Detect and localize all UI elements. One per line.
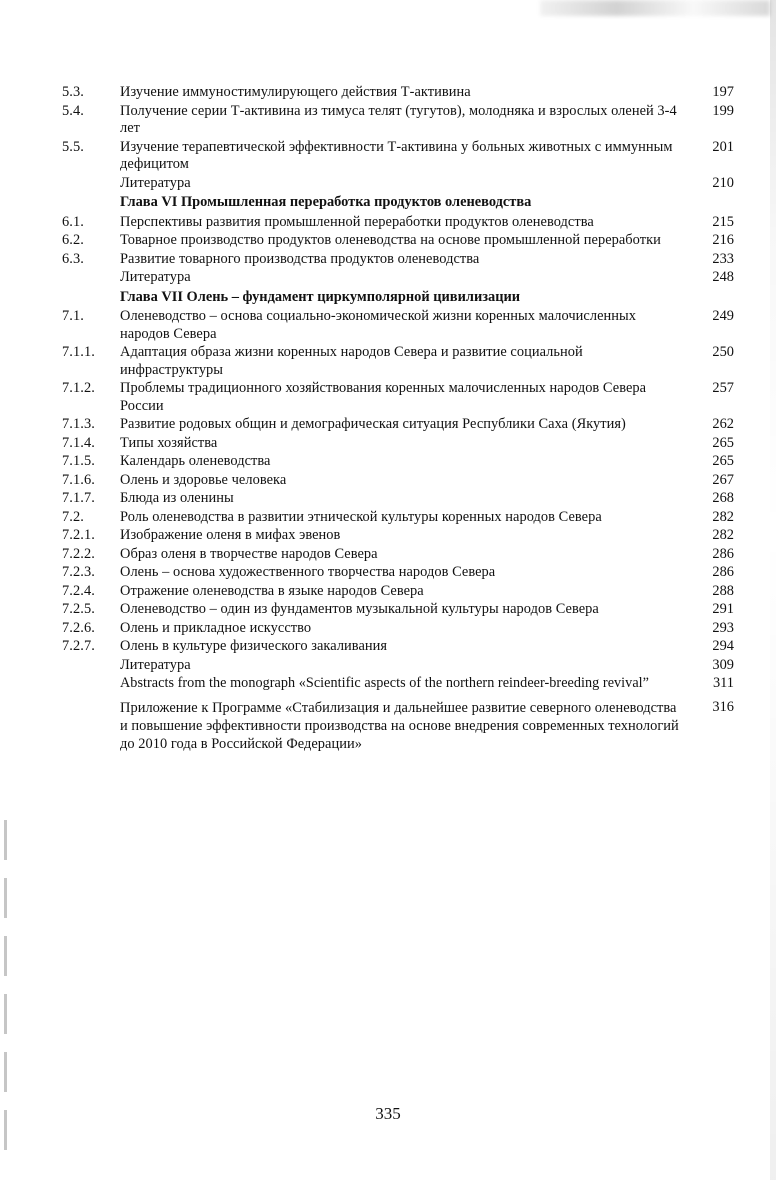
- toc-item-page: 248: [712, 269, 734, 285]
- toc-item-title[interactable]: Глава VI Промышленная переработка продуктов оленеводства: [120, 194, 532, 210]
- toc-item-page: 286: [712, 545, 734, 562]
- toc-row: [62, 175, 734, 193]
- toc-row: [62, 675, 734, 693]
- toc-item-title[interactable]: Приложение к Программе «Стабилизация и дальнейшее развитие северного оленеводства и повышение эффективности производства на основе внедрения современных технологий до 2010 года в Российской Федерации»: [120, 699, 679, 752]
- toc-item-page: 257: [712, 380, 734, 396]
- toc-item-page: 233: [712, 250, 734, 267]
- toc-row: [62, 344, 734, 379]
- toc-row: [62, 308, 734, 343]
- toc-item-page: 210: [712, 174, 734, 191]
- toc-item-title[interactable]: Олень и прикладное искусство: [120, 619, 312, 636]
- toc-item-title[interactable]: Литература: [120, 269, 191, 285]
- toc-item-page: 316: [712, 698, 734, 715]
- toc-item-title[interactable]: Оленеводство – основа социально-экономической жизни коренных малочисленных народов Севера: [120, 308, 636, 342]
- toc-item-number: 7.2.: [62, 508, 84, 525]
- toc-item-page: 309: [712, 656, 734, 673]
- toc-row: [62, 453, 734, 471]
- toc-item-title[interactable]: Олень и здоровье человека: [120, 471, 287, 488]
- toc-row: [62, 139, 734, 174]
- toc-item-title[interactable]: Образ оленя в творчестве народов Севера: [120, 545, 378, 562]
- toc-row: [62, 103, 734, 138]
- toc-row: [62, 232, 734, 250]
- toc-item-page: 282: [712, 508, 734, 525]
- toc-item-number: 7.1.2.: [62, 380, 95, 396]
- toc-item-title[interactable]: Развитие товарного производства продуктов оленеводства: [120, 250, 480, 267]
- toc-item-number: 7.1.3.: [62, 416, 95, 432]
- toc-item-page: 294: [712, 638, 734, 654]
- toc-item-page: 249: [712, 308, 734, 324]
- toc-item-title[interactable]: Проблемы традиционного хозяйствования коренных малочисленных народов Севера России: [120, 380, 647, 414]
- toc-item-number: 7.1.4.: [62, 434, 95, 451]
- scan-artifact-top: [540, 0, 770, 16]
- toc-row: [62, 289, 734, 307]
- toc-item-title[interactable]: Олень в культуре физического закаливания: [120, 638, 388, 654]
- toc-item-title[interactable]: Abstracts from the monograph «Scientific aspects of the northern reindeer-breeding revival”: [120, 675, 650, 691]
- toc-row: [62, 490, 734, 508]
- toc-row: [62, 194, 734, 212]
- toc-row: [62, 472, 734, 490]
- toc-row: [62, 214, 734, 232]
- scan-artifact-left-edge: [4, 820, 7, 1150]
- toc-item-title[interactable]: Отражение оленеводства в языке народов Севера: [120, 582, 424, 599]
- toc-item-number: 5.4.: [62, 102, 84, 119]
- toc-row: [62, 509, 734, 527]
- toc-item-number: 6.2.: [62, 232, 84, 248]
- table-of-contents: [62, 84, 734, 754]
- toc-item-page: 215: [712, 213, 734, 230]
- toc-item-number: 7.2.2.: [62, 545, 95, 562]
- toc-item-title[interactable]: Адаптация образа жизни коренных народов Севера и развитие социальной инфраструктуры: [120, 344, 583, 378]
- toc-item-page: 288: [712, 582, 734, 599]
- toc-item-title[interactable]: Изучение иммуностимулирующего действия Т-активина: [120, 84, 471, 100]
- toc-item-title[interactable]: Перспективы развития промышленной переработки продуктов оленеводства: [120, 213, 594, 230]
- toc-item-page: 199: [712, 102, 734, 119]
- toc-item-page: 286: [712, 564, 734, 580]
- toc-row: [62, 699, 734, 753]
- toc-item-title[interactable]: Литература: [120, 174, 191, 191]
- toc-row: [62, 527, 734, 545]
- toc-item-page: 267: [712, 471, 734, 488]
- toc-item-number: 7.2.1.: [62, 527, 95, 543]
- toc-item-number: 6.3.: [62, 250, 84, 267]
- toc-item-page: 262: [712, 416, 734, 432]
- toc-row: [62, 84, 734, 102]
- page-number: 335: [375, 1104, 401, 1123]
- toc-item-page: 268: [712, 490, 734, 506]
- toc-item-title[interactable]: Календарь оленеводства: [120, 453, 271, 469]
- toc-item-title[interactable]: Развитие родовых общин и демографическая ситуация Республики Саха (Якутия): [120, 416, 626, 432]
- toc-item-number: 5.3.: [62, 84, 84, 100]
- toc-item-number: 7.1.6.: [62, 471, 95, 488]
- toc-row: [62, 620, 734, 638]
- toc-item-page: 293: [712, 619, 734, 636]
- toc-item-title[interactable]: Литература: [120, 656, 191, 673]
- toc-item-number: 7.2.5.: [62, 601, 95, 617]
- toc-item-page: 201: [712, 138, 734, 155]
- toc-row: [62, 251, 734, 269]
- toc-item-number: 7.2.7.: [62, 638, 95, 654]
- toc-item-number: 7.2.4.: [62, 582, 95, 599]
- toc-row: [62, 416, 734, 434]
- toc-item-title[interactable]: Товарное производство продуктов оленеводства на основе промышленной переработки: [120, 232, 661, 248]
- toc-item-title[interactable]: Роль оленеводства в развитии этнической культуры коренных народов Севера: [120, 508, 602, 525]
- toc-item-title[interactable]: Блюда из оленины: [120, 490, 234, 506]
- toc-item-title[interactable]: Типы хозяйства: [120, 434, 218, 451]
- toc-item-number: 7.2.3.: [62, 564, 95, 580]
- toc-item-page: 282: [712, 527, 734, 543]
- toc-item-number: 7.1.7.: [62, 490, 95, 506]
- toc-item-title[interactable]: Оленеводство – один из фундаментов музыкальной культуры народов Севера: [120, 601, 599, 617]
- toc-row: [62, 435, 734, 453]
- toc-row: [62, 638, 734, 656]
- toc-row: [62, 601, 734, 619]
- toc-item-number: 6.1.: [62, 213, 84, 230]
- scan-artifact-right-edge: [770, 0, 776, 1180]
- toc-item-number: 7.2.6.: [62, 619, 95, 636]
- toc-row: [62, 564, 734, 582]
- toc-item-number: 5.5.: [62, 138, 84, 155]
- toc-item-number: 7.1.1.: [62, 344, 95, 360]
- toc-item-page: 291: [712, 601, 734, 617]
- toc-item-number: 7.1.5.: [62, 453, 95, 469]
- toc-row: [62, 269, 734, 287]
- toc-item-page: 197: [712, 84, 734, 100]
- toc-row: [62, 380, 734, 415]
- toc-row: [62, 546, 734, 564]
- toc-item-page: 265: [712, 434, 734, 451]
- toc-item-title[interactable]: Получение серии Т-активина из тимуса телят (тугутов), молодняка и взрослых оленей 3-4 лет: [120, 102, 677, 136]
- toc-item-number: 7.1.: [62, 308, 84, 324]
- toc-item-page: 216: [712, 232, 734, 248]
- toc-row: [62, 583, 734, 601]
- toc-item-page: 250: [712, 344, 734, 360]
- toc-item-title[interactable]: Глава VII Олень – фундамент циркумполярной цивилизации: [120, 288, 521, 305]
- toc-item-title[interactable]: Изучение терапевтической эффективности Т-активина у больных животных с иммунным дефицитом: [120, 138, 673, 172]
- toc-item-page: 311: [712, 675, 734, 691]
- toc-item-page: 265: [712, 453, 734, 469]
- toc-item-title[interactable]: Изображение оленя в мифах эвенов: [120, 527, 341, 543]
- toc-row: [62, 657, 734, 675]
- toc-item-title[interactable]: Олень – основа художественного творчества народов Севера: [120, 564, 496, 580]
